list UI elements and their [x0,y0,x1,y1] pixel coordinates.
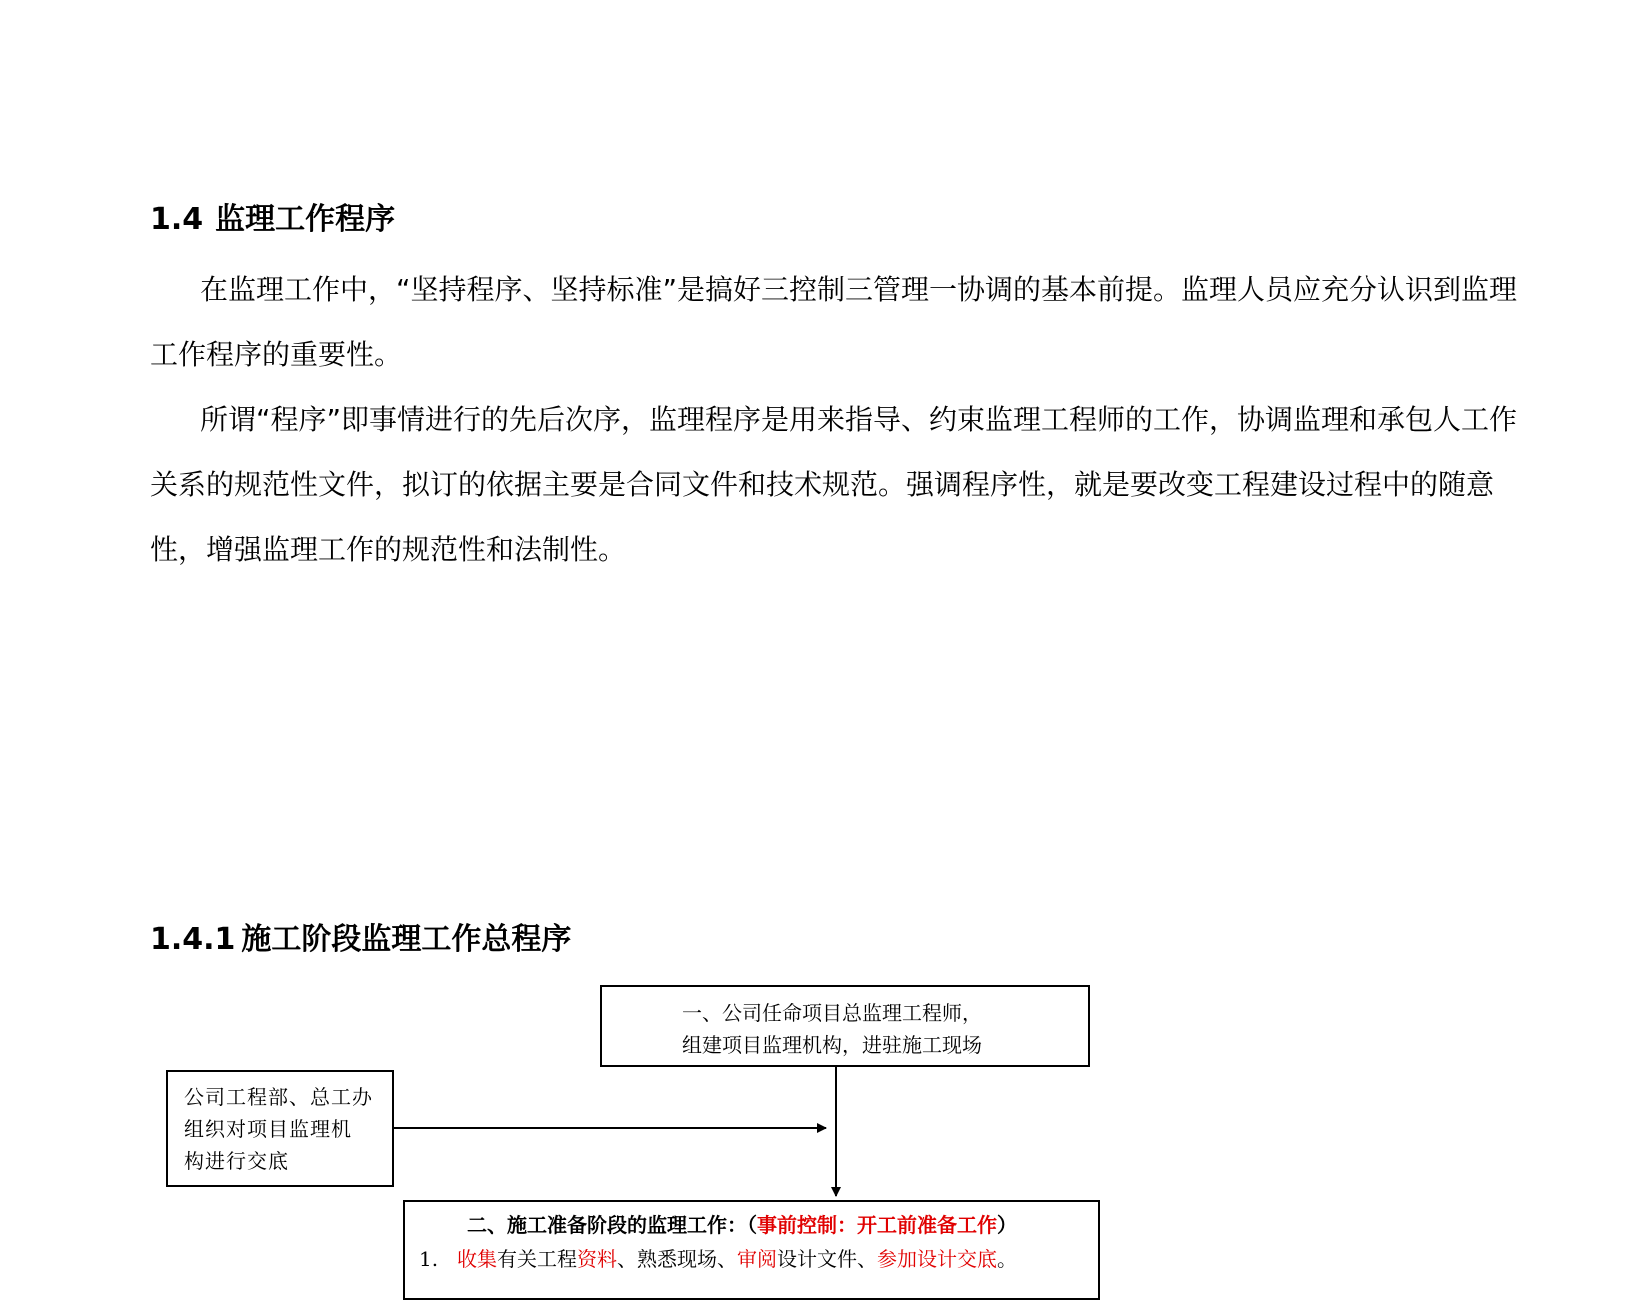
subsection-number: 1.4.1 [150,922,236,957]
paragraph-1-text: 在监理工作中，“坚持程序、坚持标准”是搞好三控制三管理一协调的基本前提。监理人员应充分认识到监理工作程序的重要性。 [150,273,1518,371]
item-part: 审阅 [737,1247,777,1271]
item-part: 。 [997,1247,1017,1271]
item-number: 1. [419,1247,439,1271]
item-part: 参加设计交底 [877,1247,997,1271]
flow-box-preparation-stage [403,1200,1100,1300]
title-highlight: 事前控制：开工前准备工作 [757,1213,997,1237]
item-part: 、熟悉现场、 [617,1247,737,1271]
preparation-stage-title [419,1208,1098,1242]
flow-box-appoint-chief-line1: 一、公司任命项目总监理工程师， [682,1001,982,1025]
item-part: 收集 [457,1247,497,1271]
flow-box-briefing-line3: 构进行交底 [184,1149,289,1173]
item-part: 有关工程 [497,1247,577,1271]
preparation-item-1 [419,1242,1098,1276]
paragraph-2-text: 所谓“程序”即事情进行的先后次序，监理程序是用来指导、约束监理工程师的工作，协调监理和承包人工作关系的规范性文件，拟订的依据主要是合同文件和技术规范。强调程序性，就是要改变工程建设过程中的随意性，增强监理工作的规范性和法制性。 [150,403,1518,566]
section-title: 监理工作程序 [215,202,396,237]
flow-box-briefing [166,1070,394,1187]
subsection-title: 施工阶段监理工作总程序 [241,922,572,957]
title-suffix: ） [997,1213,1017,1237]
flow-box-appoint-chief [600,985,1090,1067]
flow-box-appoint-chief-line2: 组建项目监理机构，进驻施工现场 [682,1033,982,1057]
flow-box-briefing-line1: 公司工程部、总工办 [184,1085,373,1109]
item-part: 设计文件、 [777,1247,877,1271]
item-part: 资料 [577,1247,617,1271]
flow-box-briefing-line2: 组织对项目监理机 [184,1117,352,1141]
title-prefix: 二、施工准备阶段的监理工作：（ [467,1213,757,1237]
section-number: 1.4 [150,202,204,237]
